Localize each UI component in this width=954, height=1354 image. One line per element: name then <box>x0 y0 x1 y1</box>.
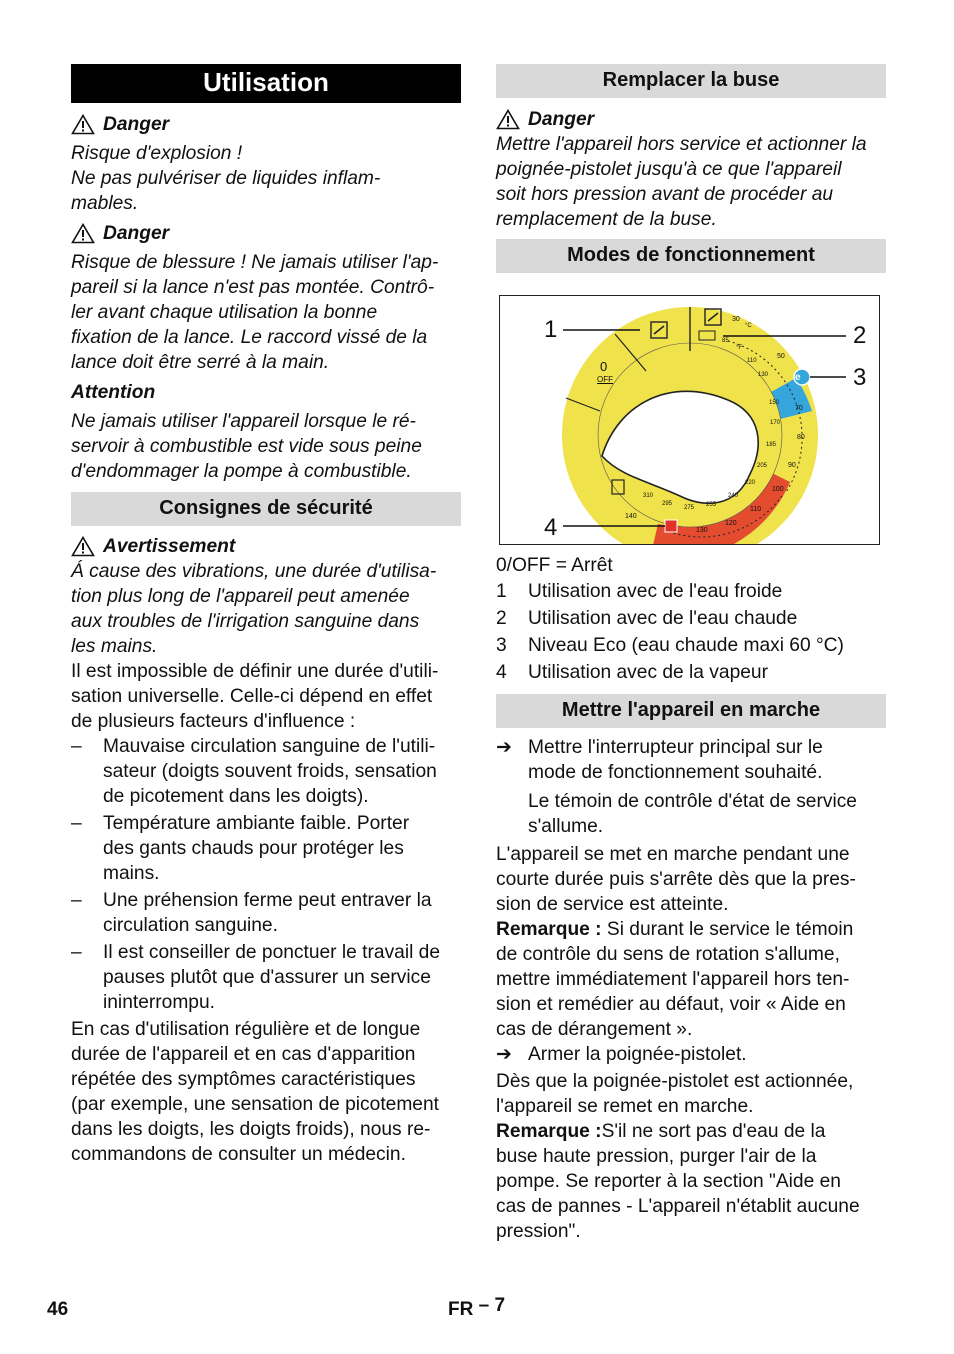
mode-item <box>496 632 886 659</box>
text-line: cas de dérangement ». <box>496 1019 693 1040</box>
body-paragraph-4 <box>496 1069 886 1119</box>
text-line: remplacement de la buse. <box>496 209 717 230</box>
bullet-dash: – <box>71 813 82 834</box>
mode-dial-figure <box>499 295 880 545</box>
text-line: Si durant le service le témoin <box>601 919 854 940</box>
text-line: sateur (doigts souvent froids, sensation <box>103 761 437 782</box>
text-line: dans les doigts, les doigts froids), nous re- <box>71 1119 431 1140</box>
text-line: de plusieurs facteurs d'influence : <box>71 711 356 732</box>
scale-label-c: 80 <box>797 434 805 441</box>
danger-text-1 <box>71 141 461 216</box>
language-code: FR <box>448 1299 474 1320</box>
section-title-remplacer: Remplacer la buse <box>496 64 886 98</box>
text-line: L'appareil se met en marche pendant une <box>496 844 850 865</box>
body-paragraph-1 <box>71 659 461 734</box>
scale-label-c: 120 <box>725 520 737 527</box>
warning-triangle-icon <box>71 114 95 135</box>
text-line: Mauvaise circulation sanguine de l'utili- <box>103 736 436 757</box>
danger-heading-3 <box>496 107 886 132</box>
text-line: Armer la poignée-pistolet. <box>528 1044 747 1065</box>
mode-number: 2 <box>496 608 507 629</box>
scale-label-c: 110 <box>750 506 762 513</box>
mode-text: Utilisation avec de l'eau chaude <box>528 608 798 629</box>
warning-triangle-icon <box>71 223 95 244</box>
text-line: répétée des symptômes caractéristiques <box>71 1069 416 1090</box>
scale-label-f: 295 <box>662 501 673 507</box>
eco-letter: e <box>795 372 801 383</box>
text-line: lance doit être serré à la main. <box>71 352 330 373</box>
scale-label-f: 130 <box>758 372 769 378</box>
scale-label-f: 150 <box>769 400 780 406</box>
text-line: circulation sanguine. <box>103 915 278 936</box>
scale-label-f: 185 <box>766 442 777 448</box>
scale-label-c: 90 <box>788 462 796 469</box>
mode-item <box>496 659 886 686</box>
remark-2 <box>496 1119 886 1244</box>
mode-text: Utilisation avec de l'eau froide <box>528 581 783 602</box>
bullet-item <box>71 811 461 886</box>
text-line: pauses plutôt que d'assurer un service <box>103 967 431 988</box>
scale-label-c: 100 <box>772 486 784 493</box>
scale-label-f: 310 <box>643 493 654 499</box>
text-line: les mains. <box>71 636 158 657</box>
body-paragraph-2 <box>71 1017 461 1167</box>
scale-label-f: 275 <box>684 505 695 511</box>
left-column <box>71 64 461 1167</box>
unit-f: °F <box>736 345 743 351</box>
scale-label-c: 140 <box>625 513 637 520</box>
footer-language <box>448 1295 506 1321</box>
body-paragraph-3 <box>496 842 886 917</box>
danger-label: Danger <box>528 109 595 130</box>
text-line: soit hors pression avant de procéder au <box>496 184 834 205</box>
text-line: de contrôle du sens de rotation s'allume, <box>496 944 840 965</box>
text-line: Ne jamais utiliser l'appareil lorsque le ré- <box>71 411 416 432</box>
scale-label-f: 220 <box>745 480 756 486</box>
text-line: poignée-pistolet jusqu'à ce que l'appareil <box>496 159 842 180</box>
text-line: pareil si la lance n'est pas montée. Contrô- <box>71 277 435 298</box>
bullet-dash: – <box>71 736 82 757</box>
attention-heading: Attention <box>71 382 156 403</box>
mode-number: 1 <box>496 581 507 602</box>
text-line: Á cause des vibrations, une durée d'utilisa- <box>71 561 437 582</box>
text-line: Mettre l'interrupteur principal sur le <box>528 737 823 758</box>
text-line: ininterrompu. <box>103 992 215 1013</box>
warning-text <box>71 559 461 659</box>
remark-label: Remarque : <box>496 1121 602 1142</box>
mode-item <box>496 605 886 632</box>
bullet-item <box>71 940 461 1015</box>
scale-label-c: 30 <box>732 316 740 323</box>
danger-label: Danger <box>103 223 170 244</box>
text-line: commandons de consulter un médecin. <box>71 1144 406 1165</box>
page-number: 46 <box>47 1299 69 1320</box>
warning-heading <box>71 534 461 559</box>
bullet-item <box>71 888 461 938</box>
text-line: des gants chauds pour protéger les <box>103 838 404 859</box>
callout-label-3: 3 <box>853 364 867 391</box>
mode-item <box>496 578 886 605</box>
scale-label-c: 50 <box>777 353 785 360</box>
off-zero: 0 <box>600 359 608 374</box>
bullet-dash: – <box>71 942 82 963</box>
text-line: d'endommager la pompe à combustible. <box>71 461 412 482</box>
danger-text-2 <box>71 250 461 375</box>
text-line: Mettre l'appareil hors service et actionner la <box>496 134 867 155</box>
text-line: de picotement dans les doigts). <box>103 786 369 807</box>
right-column <box>496 64 886 1244</box>
warning-triangle-icon <box>71 536 95 557</box>
bullet-item <box>71 734 461 809</box>
callout-label-1: 1 <box>544 316 558 343</box>
text-line: sion de service est atteinte. <box>496 894 729 915</box>
text-line: mode de fonctionnement souhaité. <box>528 762 823 783</box>
text-line: tion plus long de l'appareil peut amenée <box>71 586 410 607</box>
danger-heading-1 <box>71 112 461 137</box>
callout-label-2: 2 <box>853 322 867 349</box>
text-line: Une préhension ferme peut entraver la <box>103 890 432 911</box>
off-legend: 0/OFF = Arrêt <box>496 555 613 576</box>
text-line: Il est impossible de définir une durée d'utili- <box>71 661 439 682</box>
text-line: courte durée puis s'arrête dès que la pres- <box>496 869 856 890</box>
text-line: mains. <box>103 863 160 884</box>
section-title-utilisation: Utilisation <box>71 64 461 103</box>
text-line: cas de pannes - L'appareil n'établit aucune <box>496 1196 860 1217</box>
mode-text: Niveau Eco (eau chaude maxi 60 °C) <box>528 635 844 656</box>
text-line: Ne pas pulvériser de liquides inflam- <box>71 168 381 189</box>
bullet-dash: – <box>71 890 82 911</box>
scale-label-f: 170 <box>770 420 781 426</box>
off-label: OFF <box>597 375 613 384</box>
warning-triangle-icon <box>496 109 520 130</box>
text-line: S'il ne sort pas d'eau de la <box>601 1121 826 1142</box>
scale-label-f: 85 <box>722 338 729 344</box>
text-line: (par exemple, une sensation de picotement <box>71 1094 439 1115</box>
mode-number: 4 <box>496 662 507 683</box>
text-line: aux troubles de l'irrigation sanguine dans <box>71 611 420 632</box>
text-line: durée de l'appareil et en cas d'apparition <box>71 1044 416 1065</box>
remark-1 <box>496 917 886 1042</box>
text-line: Le témoin de contrôle d'état de service <box>528 791 857 812</box>
unit-c: °C <box>745 323 752 329</box>
text-line: Risque de blessure ! Ne jamais utiliser l'ap- <box>71 252 439 273</box>
text-line: mables. <box>71 193 139 214</box>
scale-label-c: 130 <box>696 527 708 534</box>
scale-label-c: 70 <box>795 405 803 412</box>
section-title-consignes: Consignes de sécurité <box>71 492 461 526</box>
text-line: servoir à combustible est vide sous peine <box>71 436 422 457</box>
text-line: l'appareil se remet en marche. <box>496 1096 754 1117</box>
text-line: Risque d'explosion ! <box>71 143 243 164</box>
text-line: En cas d'utilisation régulière et de longue <box>71 1019 421 1040</box>
step-item-2 <box>496 1042 886 1067</box>
scale-label-f: 255 <box>706 502 717 508</box>
text-line: s'allume. <box>528 816 604 837</box>
scale-label-f: 205 <box>757 463 768 469</box>
arrow-right-icon: ➔ <box>496 1044 513 1065</box>
scale-label-f: 240 <box>728 493 739 499</box>
text-line: pression". <box>496 1221 581 1242</box>
steam-warning-icon <box>665 520 677 532</box>
section-title-modes: Modes de fonctionnement <box>496 239 886 273</box>
attention-text <box>71 409 461 484</box>
warning-label: Avertissement <box>103 536 236 557</box>
step-item-1 <box>496 735 886 839</box>
text-line: fixation de la lance. Le raccord vissé de la <box>71 327 428 348</box>
text-line: Il est conseiller de ponctuer le travail de <box>103 942 441 963</box>
danger-heading-2 <box>71 221 461 246</box>
callout-label-4: 4 <box>544 514 558 541</box>
danger-text-3 <box>496 132 886 232</box>
text-line: mettre immédiatement l'appareil hors ten- <box>496 969 850 990</box>
section-title-marche: Mettre l'appareil en marche <box>496 694 886 728</box>
mode-legend <box>496 554 886 686</box>
arrow-right-icon: ➔ <box>496 737 513 758</box>
text-line: sation universelle. Celle-ci dépend en effet <box>71 686 433 707</box>
text-line: buse haute pression, purger l'air de la <box>496 1146 817 1167</box>
mode-number: 3 <box>496 635 507 656</box>
text-line: Dès que la poignée-pistolet est actionnée, <box>496 1071 854 1092</box>
mode-text: Utilisation avec de la vapeur <box>528 662 768 683</box>
remark-label: Remarque : <box>496 919 602 940</box>
text-line: Température ambiante faible. Porter <box>103 813 410 834</box>
text-line: pompe. Se reporter à la section "Aide en <box>496 1171 841 1192</box>
danger-label: Danger <box>103 114 170 135</box>
text-line: sion et remédier au défaut, voir « Aide en <box>496 994 846 1015</box>
text-line: ler avant chaque utilisation la bonne <box>71 302 378 323</box>
scale-label-f: 110 <box>747 358 757 364</box>
sub-page-number: – 7 <box>478 1295 506 1316</box>
